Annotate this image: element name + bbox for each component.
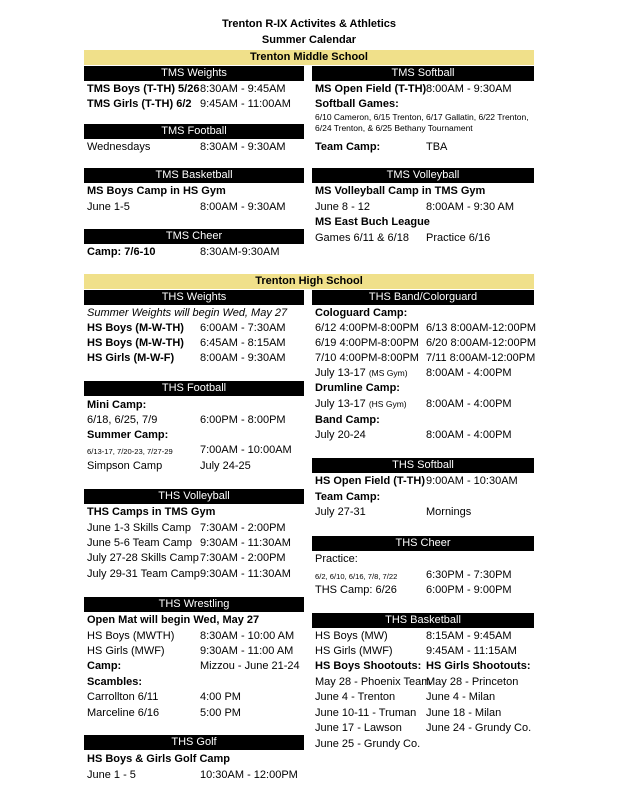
tms-volleyball-header: TMS Volleyball [312,168,534,183]
tms-weights-row-0-time: 8:30AM - 9:45AM [200,83,286,95]
tms-volleyball-league-label: MS East Buch League [315,216,430,228]
ths-band-row-1-right: 6/20 8:00AM-12:00PM [426,337,537,349]
tms-cheer-row-0-time: 8:30AM-9:30AM [200,246,280,258]
ths-basketball-row-0-time: 8:15AM - 9:45AM [426,630,512,642]
ths-cheer-camp-time: 6:00PM - 9:00PM [426,584,512,596]
ths-cheer-header: THS Cheer [312,536,534,551]
ths-basketball-row-1-time: 9:45AM - 11:15AM [426,645,517,657]
ths-softball-open-field-time: 9:00AM - 10:30AM [426,475,518,487]
ths-band-cg-july-time: 8:00AM - 4:00PM [426,367,512,379]
tms-basketball-row-0-label: June 1-5 [87,201,130,213]
ths-basketball-shootout-2-girls: June 18 - Milan [426,707,502,719]
ths-wrestling-scramble-0-time: 4:00 PM [200,691,241,703]
ths-softball-header: THS Softball [312,458,534,473]
tms-volleyball-camp-time: 8:00AM - 9:30 AM [426,201,515,213]
ths-wrestling-header: THS Wrestling [84,597,304,612]
tms-volleyball-league-practice: Practice 6/16 [426,232,491,244]
ths-basketball-boys-shootouts-label: HS Boys Shootouts: [315,660,422,672]
ths-cheer-camp-label: THS Camp: 6/26 [315,584,397,596]
ths-wrestling-note: Open Mat will begin Wed, May 27 [87,614,260,626]
ths-cheer-practice-time: 6:30PM - 7:30PM [426,569,512,581]
tms-softball-team-camp-label: Team Camp: [315,141,381,153]
ths-wrestling-camp-value: Mizzou - June 21-24 [200,660,300,672]
tms-softball-open-field-time: 8:00AM - 9:30AM [426,83,512,95]
tms-football-header: TMS Football [84,124,304,139]
ths-band-cg-july [315,366,408,380]
ths-band-cg-july-note: (MS Gym) [368,368,408,378]
ths-band-row-2-left: 7/10 4:00PM-8:00PM [315,352,419,364]
tms-volleyball-camp-label: MS Volleyball Camp in TMS Gym [315,185,486,197]
ths-band-bandcamp-date: July 20-24 [315,429,366,441]
ths-basketball-shootout-4-boys: June 25 - Grundy Co. [315,738,421,750]
ths-volleyball-row-0-time: 7:30AM - 2:00PM [200,522,286,534]
ths-band-bandcamp-time: 8:00AM - 4:00PM [426,429,512,441]
ths-volleyball-row-0-label: June 1-3 Skills Camp [87,522,191,534]
ths-football-mini-dates: 6/18, 6/25, 7/9 [87,414,158,426]
ths-wrestling-row-1-label: HS Girls (MWF) [87,645,165,657]
ths-band-drumline-date: July 13-17 [315,398,366,410]
ths-basketball-shootout-1-boys: June 4 - Trenton [315,691,396,703]
band-tms: Trenton Middle School [84,50,534,65]
ths-band-header: THS Band/Colorguard [312,290,534,305]
tms-weights-header: TMS Weights [84,66,304,81]
ths-wrestling-scramble-1-label: Marceline 6/16 [87,707,160,719]
ths-basketball-shootout-0-boys: May 28 - Phoenix Team [315,676,431,688]
ths-volleyball-row-1-time: 9:30AM - 11:30AM [200,537,291,549]
tms-softball-games-label: Softball Games: [315,98,399,110]
tms-basketball-row-0-time: 8:00AM - 9:30AM [200,201,286,213]
ths-wrestling-row-0-time: 8:30AM - 10:00 AM [200,630,295,642]
tms-softball-games-line-2: 6/24 Trenton, & 6/25 Bethany Tournament [315,123,473,133]
ths-volleyball-row-2-time: 7:30AM - 2:00PM [200,552,286,564]
tms-basketball-header: TMS Basketball [84,168,304,183]
ths-wrestling-scramble-1-time: 5:00 PM [200,707,241,719]
ths-football-header: THS Football [84,381,304,396]
ths-band-cg-july-date: July 13-17 [315,367,366,379]
tms-basketball-camp-label: MS Boys Camp in HS Gym [87,185,226,197]
tms-softball-team-camp-value: TBA [426,141,448,153]
tms-weights-row-1-time: 9:45AM - 11:00AM [200,98,291,110]
ths-basketball-shootout-1-girls: June 4 - Milan [426,691,496,703]
ths-volleyball-camp-label: THS Camps in TMS Gym [87,506,216,518]
ths-cheer-practice-label: Practice: [315,553,358,565]
ths-band-colorguard-label: Cologuard Camp: [315,307,408,319]
ths-band-row-0-left: 6/12 4:00PM-8:00PM [315,322,419,334]
tms-weights-row-1-label: TMS Girls (T-TH) 6/2 [87,98,192,110]
ths-weights-row-0-label: HS Boys (M-W-TH) [87,322,184,334]
ths-band-drumline-label: Drumline Camp: [315,382,400,394]
ths-volleyball-header: THS Volleyball [84,489,304,504]
ths-weights-header: THS Weights [84,290,304,305]
ths-wrestling-row-1-time: 9:30AM - 11:00 AM [200,645,294,657]
ths-football-summer-time: 7:00AM - 10:00AM [200,444,292,456]
ths-softball-team-camp-date: July 27-31 [315,506,366,518]
tms-softball-header: TMS Softball [312,66,534,81]
ths-football-simpson-dates: July 24-25 [200,460,251,472]
ths-golf-row-0-label: June 1 - 5 [87,769,136,781]
ths-weights-row-1-time: 6:45AM - 8:15AM [200,337,286,349]
page-title: Trenton R-IX Activites & Athletics [222,18,396,30]
ths-band-row-2-right: 7/11 8:00AM-12:00PM [426,352,536,364]
tms-cheer-header: TMS Cheer [84,229,304,244]
ths-band-row-0-right: 6/13 8:00AM-12:00PM [426,322,537,334]
ths-football-summer-dates: 6/13-17, 7/20-23, 7/27-29 [87,447,173,456]
tms-softball-open-field-label: MS Open Field (T-TH) [315,83,427,95]
ths-weights-note: Summer Weights will begin Wed, May 27 [87,307,288,319]
ths-basketball-row-0-label: HS Boys (MW) [315,630,388,642]
ths-football-mini-label: Mini Camp: [87,399,147,411]
ths-basketball-girls-shootouts-label: HS Girls Shootouts: [426,660,531,672]
ths-band-bandcamp-label: Band Camp: [315,414,380,426]
ths-basketball-shootout-3-girls: June 24 - Grundy Co. [426,722,532,734]
ths-softball-team-camp-label: Team Camp: [315,491,381,503]
ths-basketball-header: THS Basketball [312,613,534,628]
ths-wrestling-row-0-label: HS Boys (MWTH) [87,630,175,642]
ths-basketball-shootout-2-boys: June 10-11 - Truman [315,707,417,719]
ths-cheer-practice-dates: 6/2, 6/10, 6/16, 7/8, 7/22 [315,572,398,581]
ths-volleyball-row-2-label: July 27-28 Skills Camp [87,552,199,564]
band-ths: Trenton High School [84,274,534,289]
ths-football-simpson-label: Simpson Camp [87,460,163,472]
ths-golf-camp-label: HS Boys & Girls Golf Camp [87,753,231,765]
page-subtitle: Summer Calendar [261,34,357,46]
ths-basketball-row-1-label: HS Girls (MWF) [315,645,393,657]
ths-volleyball-row-3-time: 9:30AM - 11:30AM [200,568,291,580]
ths-weights-row-2-label: HS Girls (M-W-F) [87,352,175,364]
ths-football-mini-time: 6:00PM - 8:00PM [200,414,286,426]
tms-volleyball-league-games: Games 6/11 & 6/18 [315,232,409,244]
ths-weights-row-1-label: HS Boys (M-W-TH) [87,337,184,349]
ths-weights-row-0-time: 6:00AM - 7:30AM [200,322,286,334]
ths-wrestling-scrambles-label: Scambles: [87,676,143,688]
ths-football-summer-label: Summer Camp: [87,429,169,441]
ths-golf-header: THS Golf [84,735,304,750]
ths-band-row-1-left: 6/19 4:00PM-8:00PM [315,337,419,349]
tms-football-row-0-time: 8:30AM - 9:30AM [200,141,286,153]
tms-volleyball-camp-date: June 8 - 12 [315,201,371,213]
tms-football-row-0-label: Wednesdays [87,141,151,153]
ths-band-drumline-time: 8:00AM - 4:00PM [426,398,512,410]
ths-volleyball-row-3-label: July 29-31 Team Camp [87,568,200,580]
tms-softball-games-line-1: 6/10 Cameron, 6/15 Trenton, 6/17 Gallatin, 6/22 Trenton, [315,112,529,122]
ths-volleyball-row-1-label: June 5-6 Team Camp [87,537,192,549]
tms-weights-row-0-label: TMS Boys (T-TH) 5/26 [87,83,200,95]
ths-band-drumline-note: (HS Gym) [368,399,407,409]
ths-basketball-shootout-0-girls: May 28 - Princeton [426,676,519,688]
ths-softball-team-camp-time: Mornings [426,506,472,518]
ths-basketball-shootout-3-boys: June 17 - Lawson [315,722,402,734]
tms-cheer-row-0-label: Camp: 7/6-10 [87,246,156,258]
ths-wrestling-scramble-0-label: Carrollton 6/11 [87,691,159,703]
ths-softball-open-field-label: HS Open Field (T-TH) [315,475,425,487]
ths-band-drumline [315,397,407,411]
ths-weights-row-2-time: 8:00AM - 9:30AM [200,352,286,364]
ths-golf-row-0-time: 10:30AM - 12:00PM [200,769,298,781]
ths-wrestling-camp-label: Camp: [87,660,122,672]
